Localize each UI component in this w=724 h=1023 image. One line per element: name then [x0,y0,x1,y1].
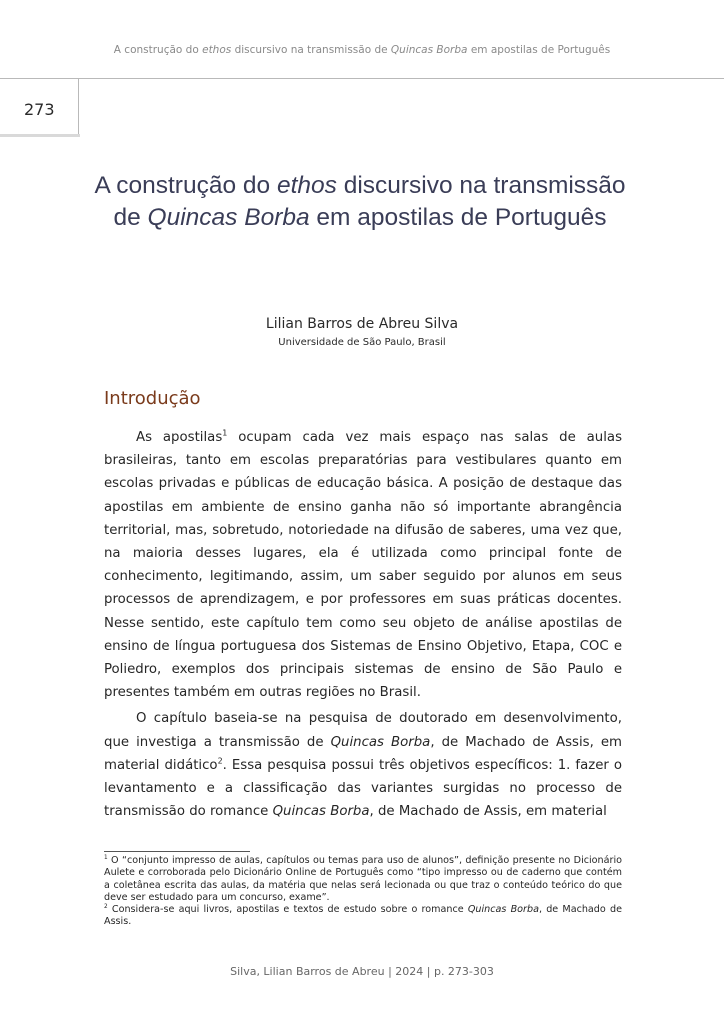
running-head: A construção do ethos discursivo na transmissão de Quincas Borba em apostilas de Português [113,44,611,56]
footnote-rule [104,851,250,852]
section-heading: Introdução [104,388,201,409]
author-name: Lilian Barros de Abreu Silva [265,316,459,332]
footnote-ref-2[interactable]: 2 [217,756,223,766]
footnote-ref-1[interactable]: 1 [222,428,228,438]
page-number: 273 [24,100,55,119]
page-footer: Silva, Lilian Barros de Abreu | 2024 | p. 273-303 [230,965,494,978]
chapter-title: A construção do ethos discursivo na transmissão de Quincas Borba em apostilas de Português [94,172,626,231]
footnote-2: $^2$ Considera-se aqui livros, apostilas e textos de estudo sobre o romance Quincas Borba, de Machado de Assis. [104,904,622,928]
header-rule [78,78,724,79]
body-text [104,426,622,826]
footnote-1: $^1$ O “conjunto impresso de aulas, capítulos ou temas para uso de alunos”, definição presente no Dicionário Aulete e corroborada pelo Dicionário Online de Português como “tipo impresso ou de caderno que contém a coletânea escrita das aulas, da matéria que nelas será lecionada ou que traz o conteúdo teórico do que deve ser estudado para um concurso, exame”. [104,854,622,903]
page-number-box-shadow [0,134,80,137]
paragraph-1: As apostilas$^1$ ocupam cada vez mais espaço nas salas de aulas brasileiras, tanto em escolas preparatórias para vestibulares quanto em escolas privadas e públicas de educação básica. A posição de destaque das apostilas em ambiente de ensino ganha não só importante abrangência territorial, mas, sobretudo, notoriedade na difusão de saberes, uma vez que, na maioria desses lugares, ela é utilizada como principal fonte de conhecimento, legitimando, assim, um saber seguido por alunos em seus processos de aprendizagem, e por professores em suas práticas docentes. Nesse sentido, este capítulo tem como seu objeto de análise apostilas de ensino de língua portuguesa dos Sistemas de Ensino Objetivo, Etapa, COC e Poliedro, exemplos dos principais sistemas de ensino de São Paulo e presentes também em outras regiões no Brasil. [104,428,622,701]
footnotes [104,855,622,929]
paragraph-2: O capítulo baseia-se na pesquisa de doutorado em desenvolvimento, que investiga a transmissão de Quincas Borba, de Machado de Assis, em material didático$^2$. Essa pesquisa possui três objetivos específicos: 1. fazer o levantamento e a classificação das variantes surgidas no processo de transmissão do romance Quincas Borba, de Machado de Assis, em material [104,711,622,820]
author-affiliation: Universidade de São Paulo, Brasil [278,337,446,348]
